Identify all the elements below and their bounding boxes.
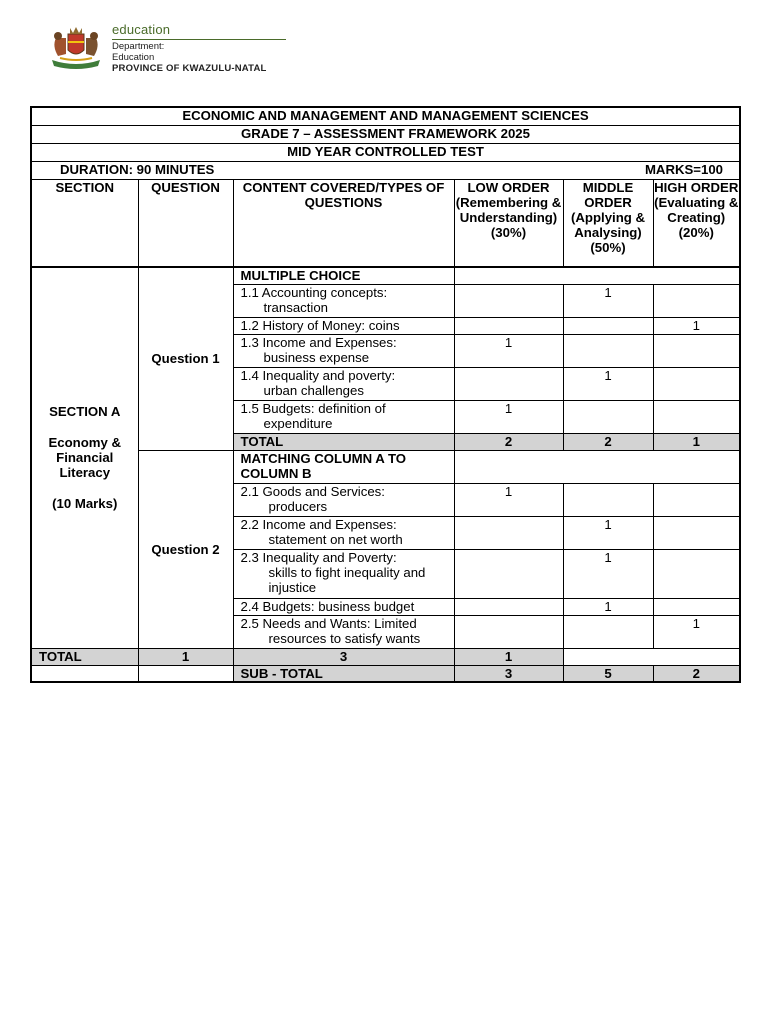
test-title: MID YEAR CONTROLLED TEST [31,144,740,162]
section-a-cell [31,267,138,648]
header-content: CONTENT COVERED/TYPES OF QUESTIONS [233,180,454,268]
question-1-label: Question 1 [138,267,233,450]
grade-title: GRADE 7 – ASSESSMENT FRAMEWORK 2025 [31,126,740,144]
table-row: 1.1 Accounting concepts: transaction 1 [31,284,740,317]
subject-title: ECONOMIC AND MANAGEMENT AND MANAGEMENT SCIENCES [31,107,740,126]
question-2-label: Question 2 [138,450,233,648]
table-row: 2.5 Needs and Wants: Limited resources to satisfy wants 1 [31,615,740,648]
letterhead-divider [112,39,286,40]
table-row: 2.4 Budgets: business budget 1 [31,598,740,615]
coat-of-arms-icon [44,24,108,72]
header-middle-order: MIDDLE ORDER (Applying & Analysing) (50%) [563,180,653,268]
header-high-order: HIGH ORDER (Evaluating & Creating) (20%) [653,180,740,268]
header-row [31,180,740,268]
heading-blank [454,450,740,483]
table-row: 1.3 Income and Expenses: business expense 1 [31,334,740,367]
question-1-heading: MULTIPLE CHOICE [233,267,454,284]
header-question: QUESTION [138,180,233,268]
question-2-heading: MATCHING COLUMN A TO COLUMN B [233,450,454,483]
section-marks: (10 Marks) [52,496,118,512]
department-line: Department: [112,41,165,52]
heading-blank [454,267,740,284]
brand-text: education [112,22,171,37]
department-name: Education [112,52,155,63]
marks-text: MARKS=100 [644,162,723,177]
subtotal-blank-section [31,665,138,682]
section-topic: Economy & Financial Literacy [48,435,122,481]
assessment-framework-table [30,106,741,683]
table-row: 1.5 Budgets: definition of expenditure 1 [31,400,740,433]
total-row: TOTAL 1 3 1 [31,648,740,665]
header-low-order: LOW ORDER (Remembering & Understanding) (30%) [454,180,563,268]
duration-text: DURATION: 90 MINUTES [60,162,215,177]
total-row: TOTAL 2 2 1 [31,433,740,450]
subtotal-row: SUB - TOTAL 3 5 2 [31,665,740,682]
duration-row [31,162,740,180]
table-row: 1.2 History of Money: coins 1 [31,317,740,334]
province-name: PROVINCE OF KWAZULU-NATAL [112,63,267,74]
table-row: 2.3 Inequality and Poverty: skills to fight inequality and injustice 1 [31,549,740,598]
table-row: 1.4 Inequality and poverty: urban challenges 1 [31,367,740,400]
subtotal-blank-question [138,665,233,682]
letterhead [44,22,289,74]
header-section: SECTION [31,180,138,268]
table-row: 2.2 Income and Expenses: statement on net worth 1 [31,516,740,549]
section-name: SECTION A [49,404,121,420]
table-row: 2.1 Goods and Services: producers 1 [31,483,740,516]
